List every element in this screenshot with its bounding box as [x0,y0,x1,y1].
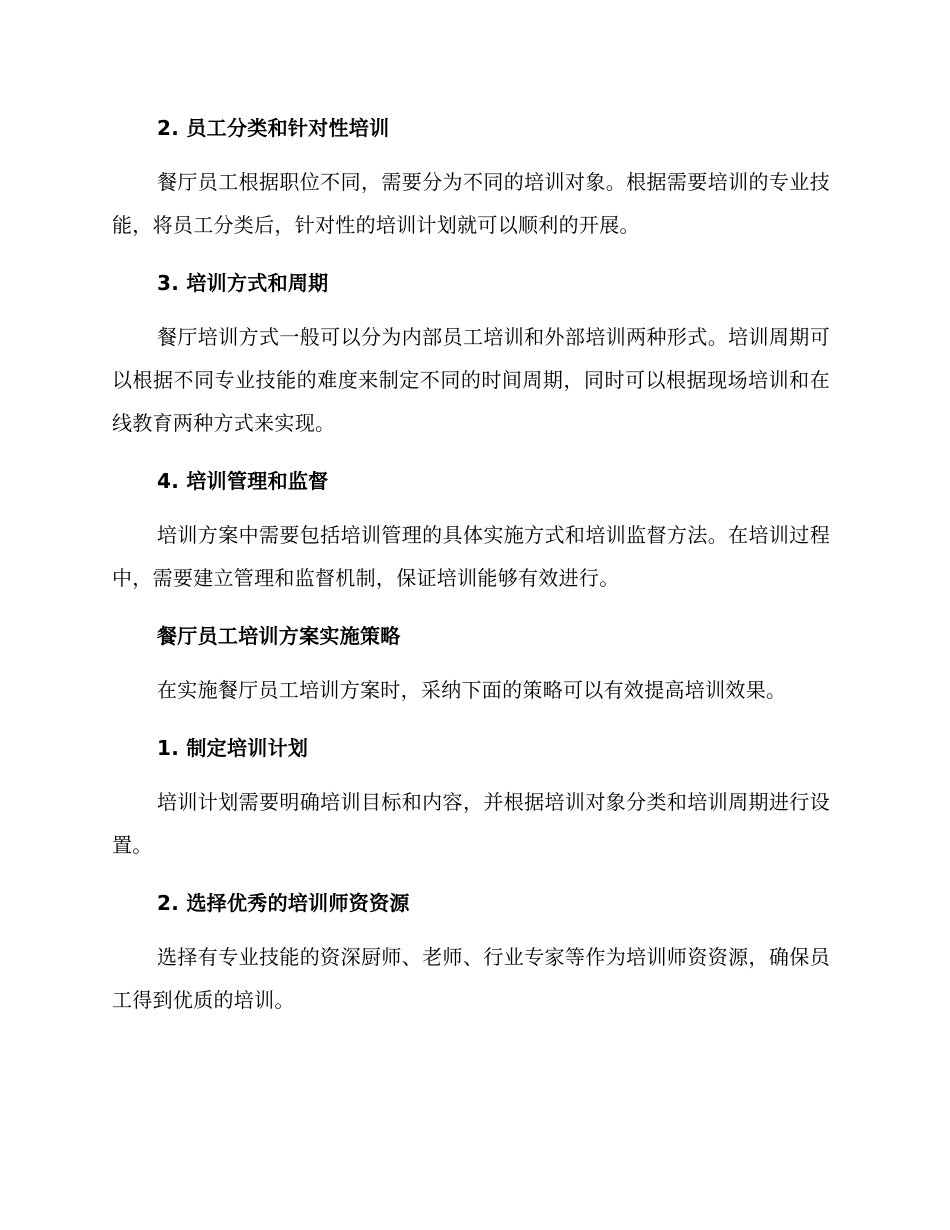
paragraph-training-method-cycle: 餐厅培训方式一般可以分为内部员工培训和外部培训两种形式。培训周期可以根据不同专业技能的难度来制定不同的时间周期，同时可以根据现场培训和在线教育两种方式来实现。 [112,325,830,435]
paragraph-implementation-strategy: 在实施餐厅员工培训方案时，采纳下面的策略可以有效提高培训效果。 [157,678,787,702]
section-heading-implementation-strategy: 餐厅员工培训方案实施策略 [157,624,401,648]
section-heading-trainer-resources: 2. 选择优秀的培训师资资源 [157,891,410,915]
paragraph-training-plan: 培训计划需要明确培训目标和内容，并根据培训对象分类和培训周期进行设置。 [112,790,830,857]
section-heading-training-method-cycle: 3. 培训方式和周期 [157,271,329,295]
paragraph-training-management: 培训方案中需要包括培训管理的具体实施方式和培训监督方法。在培训过程中，需要建立管理和监督机制，保证培训能够有效进行。 [112,523,830,590]
paragraph-employee-classification: 餐厅员工根据职位不同，需要分为不同的培训对象。根据需要培训的专业技能，将员工分类后，针对性的培训计划就可以顺利的开展。 [112,170,830,237]
section-heading-employee-classification: 2. 员工分类和针对性培训 [157,116,390,140]
section-heading-training-plan: 1. 制定培训计划 [157,736,309,760]
paragraph-trainer-resources: 选择有专业技能的资深厨师、老师、行业专家等作为培训师资资源，确保员工得到优质的培训。 [112,945,830,1012]
section-heading-training-management: 4. 培训管理和监督 [157,469,329,493]
